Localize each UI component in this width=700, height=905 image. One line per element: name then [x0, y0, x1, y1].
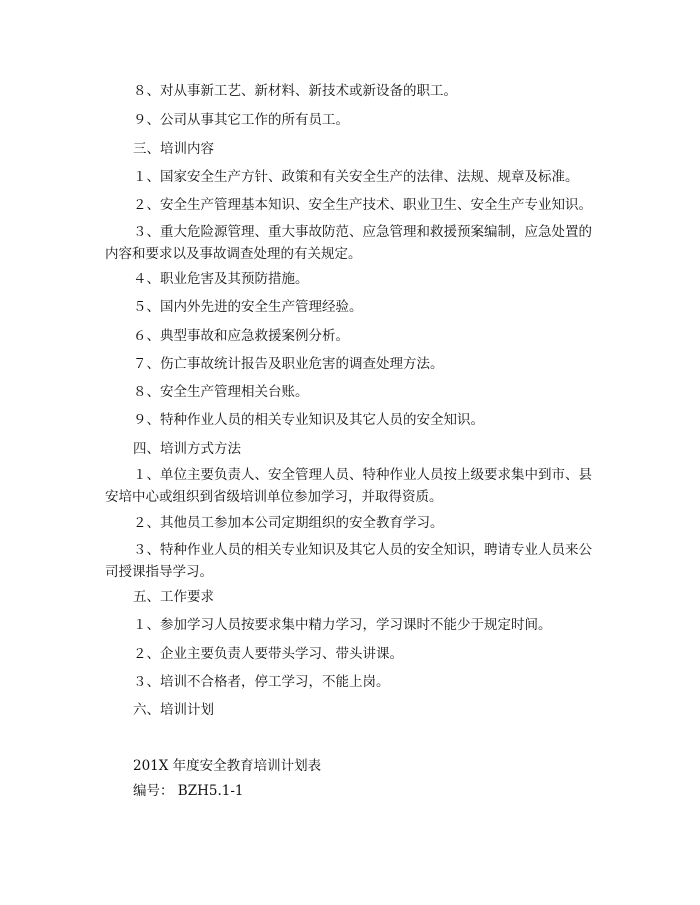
content-item-8-ledgers: ８、安全生产管理相关台账。	[133, 384, 309, 400]
section-heading-training-content: 三、培训内容	[133, 141, 214, 157]
table-title: 201X 年度安全教育培训计划表	[133, 758, 322, 774]
content-item-7-accident-reports: ７、伤亡事故统计报告及职业危害的调查处理方法。	[133, 356, 444, 372]
method-item-1-centralized-training: １、单位主要负责人、安全管理人员、特种作业人员按上级要求集中到市、县安培中心或组织到省级培训单位参加学习，并取得资质。	[105, 467, 592, 505]
content-item-1-laws: １、国家安全生产方针、政策和有关安全生产的法律、法规、规章及标准。	[133, 169, 579, 185]
document-number-row	[133, 782, 244, 800]
content-item-2-knowledge: ２、安全生产管理基本知识、安全生产技术、职业卫生、安全生产专业知识。	[133, 197, 592, 213]
content-item-3-major-hazards: ３、重大危险源管理、重大事故防范、应急管理和救援预案编制，应急处置的内容和要求以及事故调查处理的有关规定。	[105, 224, 592, 262]
requirement-item-2-leaders: ２、企业主要负责人要带头学习、带头讲课。	[133, 646, 403, 662]
requirement-item-1-study-hours: １、参加学习人员按要求集中精力学习，学习课时不能少于规定时间。	[133, 617, 552, 633]
paragraph-item-8-new-tech: ８、对从事新工艺、新材料、新技术或新设备的职工。	[133, 83, 457, 99]
paragraph-item-9-other-staff: ９、公司从事其它工作的所有员工。	[133, 112, 349, 128]
document-number-label: 编号：	[133, 783, 174, 799]
section-heading-training-methods: 四、培训方式方法	[133, 441, 241, 457]
requirement-item-3-unqualified: ３、培训不合格者，停工学习，不能上岗。	[133, 674, 390, 690]
content-item-9-special-operations: ９、特种作业人员的相关专业知识及其它人员的安全知识。	[133, 412, 484, 428]
section-heading-training-plan: 六、培训计划	[133, 702, 214, 718]
content-item-4-occupational-hazards: ４、职业危害及其预防措施。	[133, 271, 309, 287]
content-item-6-case-analysis: ６、典型事故和应急救援案例分析。	[133, 328, 349, 344]
section-heading-work-requirements: 五、工作要求	[133, 589, 214, 605]
method-item-2-company-training: ２、其他员工参加本公司定期组织的安全教育学习。	[133, 515, 444, 531]
document-number-value: BZH5.1-1	[177, 783, 244, 799]
content-item-5-experience: ５、国内外先进的安全生产管理经验。	[133, 299, 363, 315]
method-item-3-hired-instructors: ３、特种作业人员的相关专业知识及其它人员的安全知识，聘请专业人员来公司授课指导学习。	[105, 542, 592, 580]
